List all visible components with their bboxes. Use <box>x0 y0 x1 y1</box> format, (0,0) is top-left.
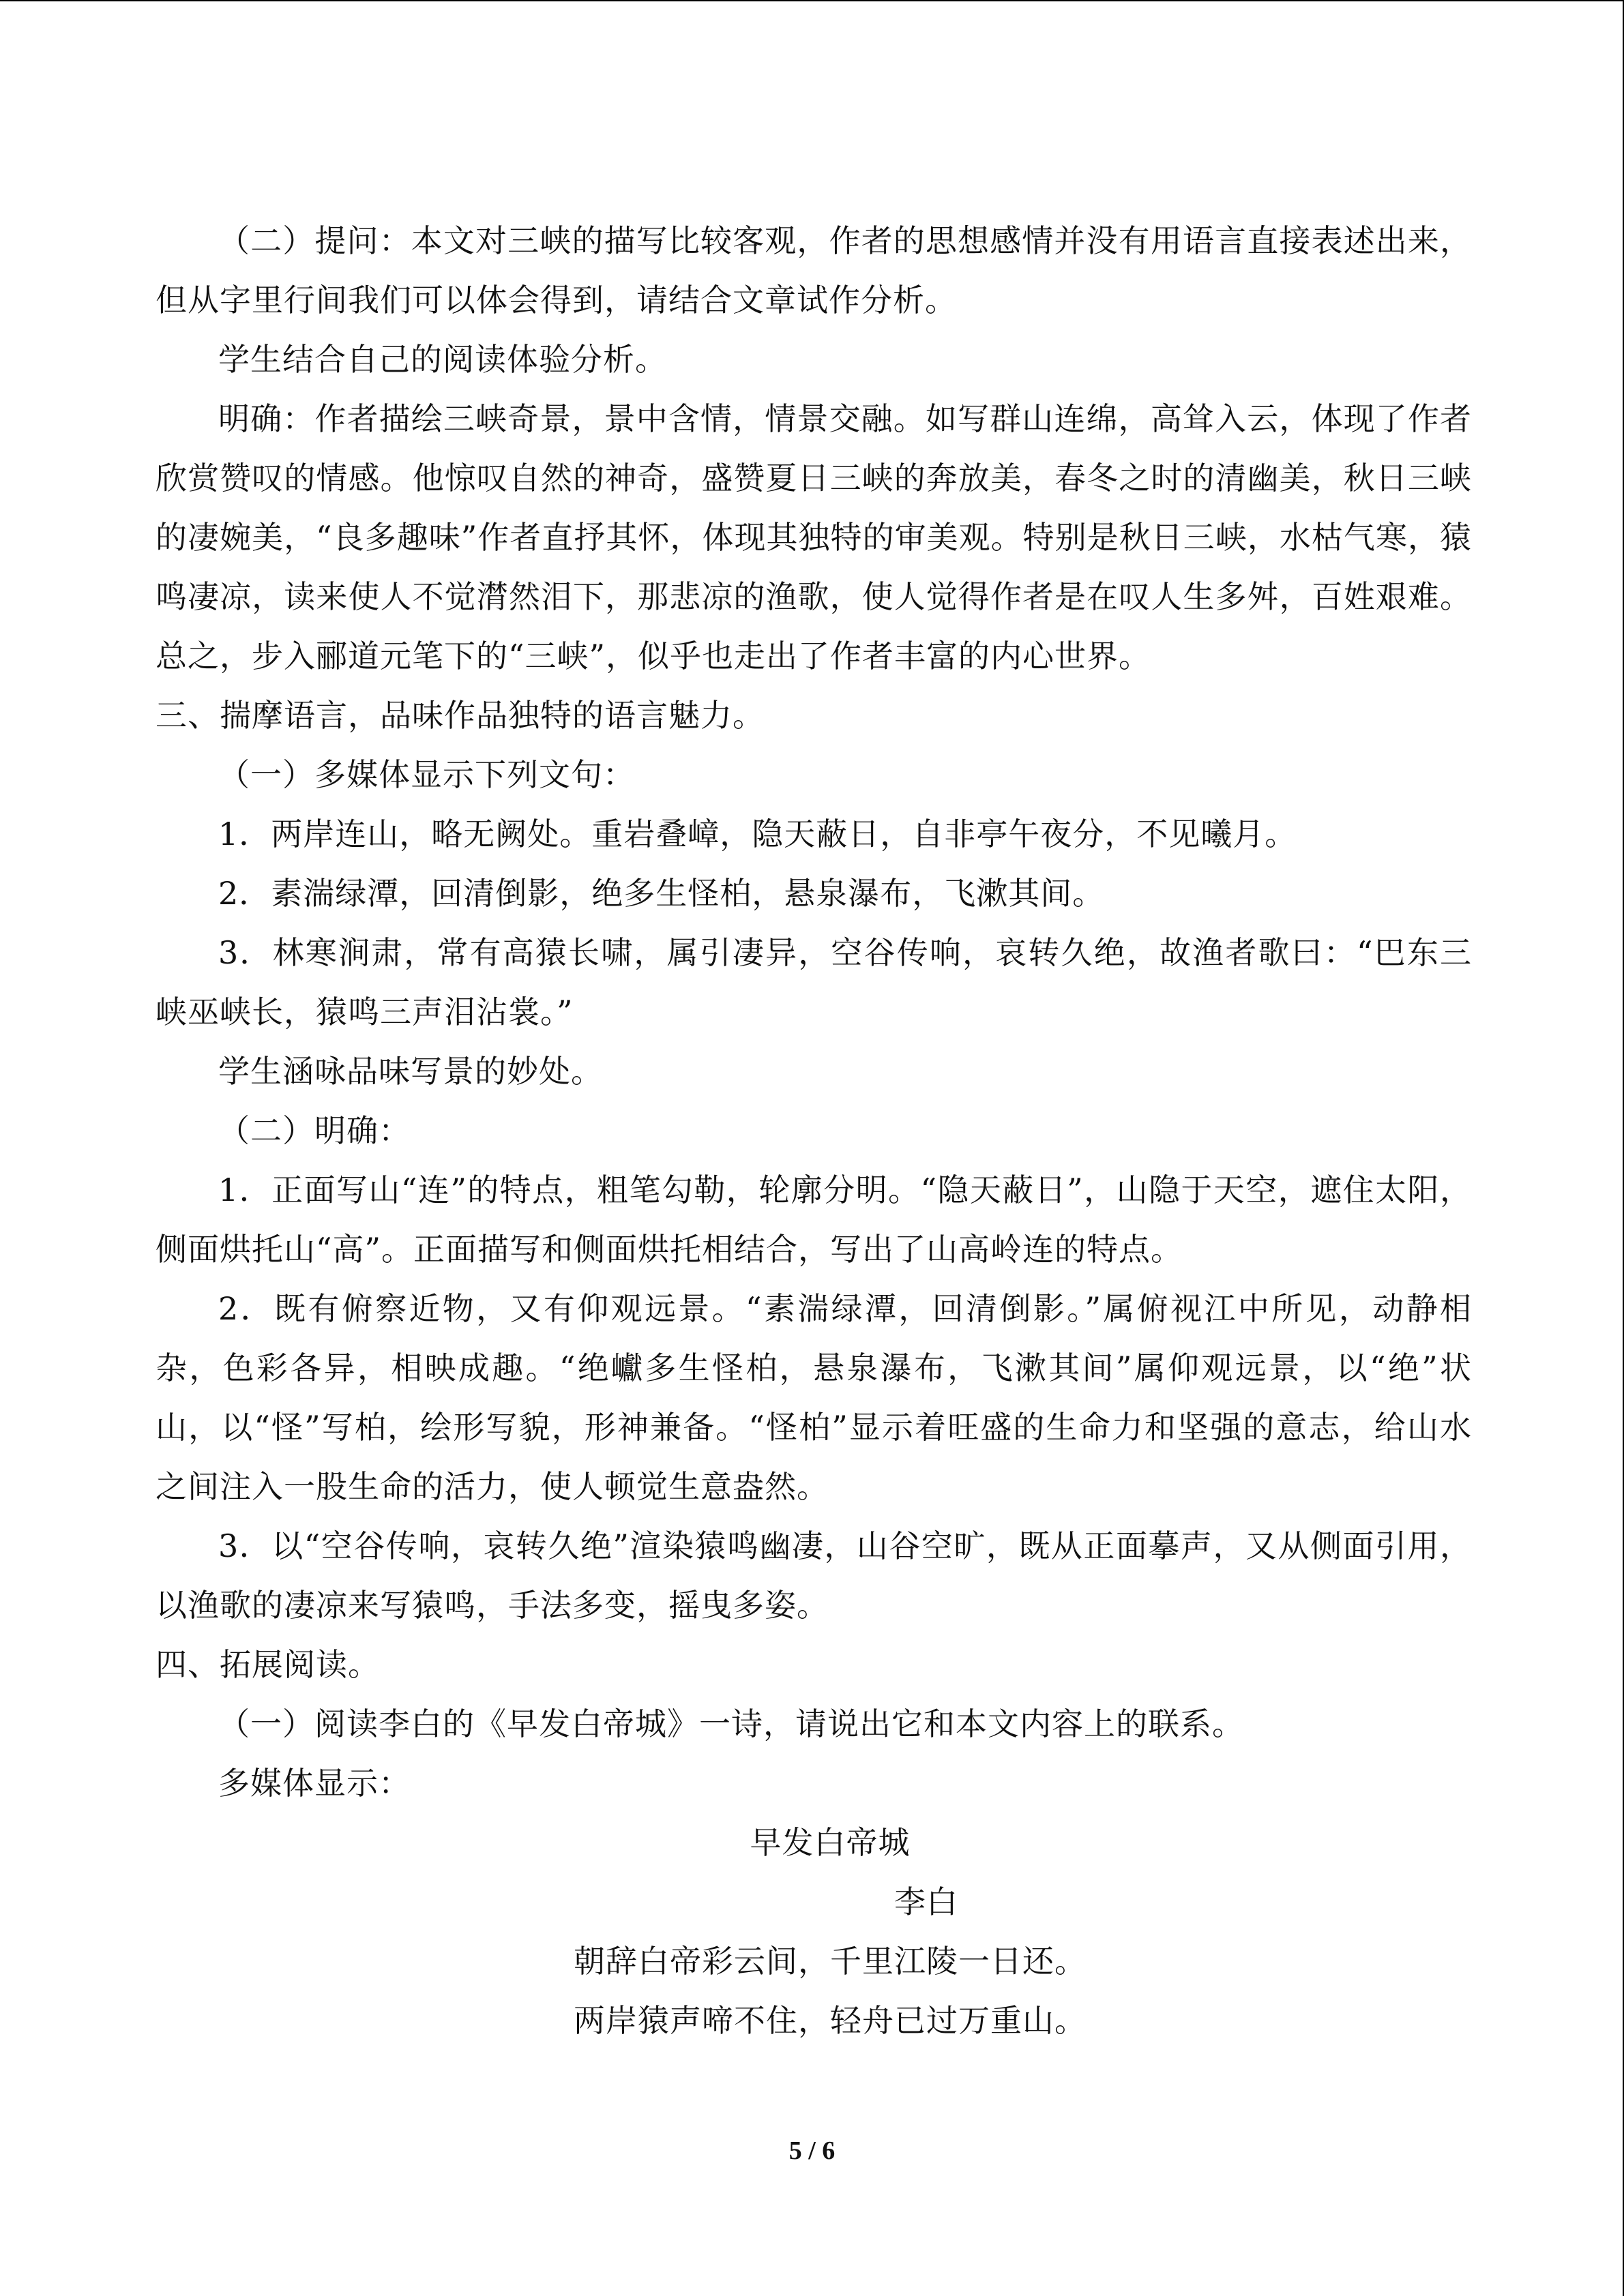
section-heading-3: 三、揣摩语言，品味作品独特的语言魅力。 <box>156 697 765 734</box>
poem-line: 朝辞白帝彩云间，千里江陵一日还。 <box>574 1943 1087 1980</box>
list-item-analysis-1: 1．正面写山“连”的特点，粗笔勾勒，轮廓分明。“隐天蔽日”，山隐于天空，遮住太阳，侧面烘托山“高”。正面描写和侧面烘托相结合，写出了山高岭连的特点。 <box>156 1172 1472 1268</box>
paragraph-clarification: 明确：作者描绘三峡奇景，景中含情，情景交融。如写群山连绵，高耸入云，体现了作者欣赏赞叹的情感。他惊叹自然的神奇，盛赞夏日三峡的奔放美，春冬之时的清幽美，秋日三峡的凄婉美，“良多趣味”作者直抒其怀，体现其独特的审美观。特别是秋日三峡，水枯气寒，猿鸣凄凉，读来使人不觉潸然泪下，那悲凉的渔歌，使人觉得作者是在叹人生多舛，百姓艰难。总之，步入郦道元笔下的“三峡”，似乎也走出了作者丰富的内心世界。 <box>156 400 1472 674</box>
subsection-multimedia-sentences: （一）多媒体显示下列文句： <box>218 756 635 793</box>
paragraph-student-analysis: 学生结合自己的阅读体验分析。 <box>218 341 667 378</box>
document-body <box>156 211 1472 2051</box>
section-heading-4: 四、拓展阅读。 <box>156 1646 380 1683</box>
poem-line: 两岸猿声啼不住，轻舟已过万重山。 <box>574 2002 1087 2039</box>
list-item-sentence-3: 3．林寒涧肃，常有高猿长啸，属引凄异，空谷传响，哀转久绝，故渔者歌曰：“巴东三峡巫峡长，猿鸣三声泪沾裳。” <box>156 934 1472 1030</box>
poem-title: 早发白帝城 <box>750 1824 911 1861</box>
list-item-sentence-1: 1．两岸连山，略无阙处。重岩叠嶂，隐天蔽日，自非亭午夜分，不见曦月。 <box>218 816 1297 852</box>
subsection-extended-reading: （一）阅读李白的《早发白帝城》一诗，请说出它和本文内容上的联系。 <box>218 1705 1244 1742</box>
paragraph-student-savor: 学生涵咏品味写景的妙处。 <box>218 1053 603 1090</box>
list-item-sentence-2: 2．素湍绿潭，回清倒影，绝多生怪柏，悬泉瀑布，飞漱其间。 <box>218 875 1105 912</box>
list-item-analysis-2: 2．既有俯察近物，又有仰观远景。“素湍绿潭，回清倒影。”属俯视江中所见，动静相杂，色彩各异，相映成趣。“绝巘多生怪柏，悬泉瀑布，飞漱其间”属仰观远景，以“绝”状山，以“怪”写柏，绘形写貌，形神兼备。“怪柏”显示着旺盛的生命力和坚强的意志，给山水之间注入一股生命的活力，使人顿觉生意盎然。 <box>156 1290 1472 1505</box>
paragraph-question-2: （二）提问：本文对三峡的描写比较客观，作者的思想感情并没有用语言直接表述出来，但从字里行间我们可以体会得到，请结合文章试作分析。 <box>156 222 1472 318</box>
poem-author: 李白 <box>894 1883 958 1920</box>
page-number: 5 / 6 <box>788 2136 836 2165</box>
subsection-clarification: （二）明确： <box>218 1112 411 1149</box>
list-item-analysis-3: 3．以“空谷传响，哀转久绝”渲染猿鸣幽凄，山谷空旷，既从正面摹声，又从侧面引用，以渔歌的凄凉来写猿鸣，手法多变，摇曳多姿。 <box>156 1527 1472 1624</box>
paragraph-multimedia-display: 多媒体显示： <box>218 1765 411 1802</box>
